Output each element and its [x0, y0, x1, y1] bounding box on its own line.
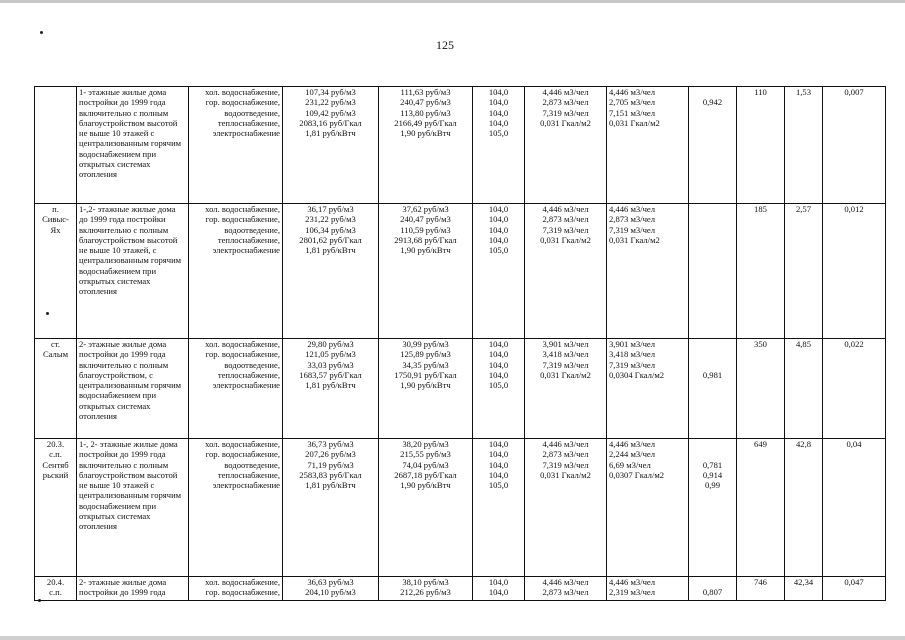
tariff-new-cell	[379, 87, 473, 204]
value-b-cell: 1,53	[785, 87, 823, 204]
page-number: 125	[436, 38, 454, 52]
services-cell	[189, 204, 283, 339]
norm-current-cell-line: 0,031 Гкал/м2	[540, 469, 591, 480]
tariff-new-cell-line: 34,35 руб/м3	[402, 359, 449, 370]
tariff-current-cell-line: 1,81 руб/кВтч	[305, 245, 356, 256]
settlement-cell-line: п.	[52, 204, 59, 214]
value-c-cell: 0,04	[823, 439, 886, 577]
index-cell	[473, 439, 525, 577]
value-b-cell: 4,85	[785, 339, 823, 439]
tariff-current-cell-line: 29,80 руб/м3	[307, 339, 354, 349]
services-cell-line: хол. водоснабжение,	[205, 339, 280, 349]
tariff-new-cell-line: 74,04 руб/м3	[402, 459, 449, 470]
norm-new-cell-line: 0,0304 Гкал/м2	[609, 369, 665, 380]
index-cell-line: 104,0	[488, 224, 509, 235]
settlement-cell-line: с.п.	[49, 449, 62, 460]
tariff-current-cell-line: 36,63 руб/м3	[307, 577, 354, 587]
description-cell: 1- этажные жилые дома постройки до 1999 года включительно с полным благоустройством высотой не выше 10 этажей с централизованным горячим водоснабжением при открытых системах отопления	[77, 87, 189, 204]
coefficient-cell	[689, 87, 737, 204]
value-c-cell: 0,007	[823, 87, 886, 204]
norm-current-cell-line: 4,446 м3/чел	[542, 204, 589, 214]
coefficient-cell-line: 0,914	[702, 469, 723, 480]
index-cell-line: 104,0	[488, 214, 509, 225]
services-cell-line: теплоснабжение,	[217, 234, 280, 245]
index-cell-line: 104,0	[488, 234, 509, 245]
index-cell-line: 104,0	[488, 577, 509, 587]
settlement-cell-line: Сивыс-	[42, 214, 69, 225]
settlement-cell	[35, 439, 77, 577]
norm-current-cell-line: 4,446 м3/чел	[542, 577, 589, 587]
tariff-new-cell	[379, 439, 473, 577]
services-cell-line: гор. водоснабжение,	[205, 349, 280, 360]
services-cell	[189, 87, 283, 204]
tariff-new-cell-line: 240,47 руб/м3	[400, 214, 451, 225]
services-cell-line: теплоснабжение,	[217, 369, 280, 380]
tariff-current-cell-line: 109,42 руб/м3	[305, 107, 356, 118]
norm-current-cell	[525, 204, 607, 339]
tariff-current-cell	[283, 577, 379, 601]
tariff-current-cell	[283, 439, 379, 577]
index-cell-line: 105,0	[488, 480, 509, 491]
norm-current-cell-line: 3,901 м3/чел	[542, 339, 589, 349]
settlement-cell-line: Ях	[50, 224, 61, 235]
norm-current-cell-line: 0,031 Гкал/м2	[540, 369, 591, 380]
norm-new-cell	[607, 439, 689, 577]
norm-new-cell-line: 3,901 м3/чел	[609, 339, 656, 349]
norm-new-cell-line: 2,319 м3/чел	[609, 587, 656, 598]
coefficient-cell-line: 0,942	[702, 97, 723, 108]
tariff-table	[34, 86, 886, 601]
tariff-new-cell-line: 30,99 руб/м3	[402, 339, 449, 349]
tariff-new-cell-line: 111,63 руб/м3	[400, 87, 451, 97]
services-cell-line: электроснабжение	[212, 380, 280, 391]
norm-current-cell-line: 2,873 м3/чел	[542, 97, 589, 108]
tariff-new-cell-line: 1,90 руб/кВтч	[400, 380, 451, 391]
tariff-current-cell-line: 1,81 руб/кВтч	[305, 128, 356, 139]
settlement-cell-line: с.п.	[49, 587, 62, 598]
services-cell-line: хол. водоснабжение,	[205, 204, 280, 214]
index-cell-line: 104,0	[488, 587, 509, 598]
settlement-cell-line: Салым	[42, 349, 69, 360]
norm-new-cell-line: 7,151 м3/чел	[609, 107, 656, 118]
norm-current-cell	[525, 577, 607, 601]
tariff-current-cell-line: 204,10 руб/м3	[305, 587, 356, 598]
tariff-new-cell-line: 125,89 руб/м3	[400, 349, 451, 360]
norm-current-cell-line: 2,873 м3/чел	[542, 587, 589, 598]
tariff-current-cell-line: 2083,16 руб/Гкал	[299, 117, 362, 128]
norm-current-cell-line: 2,873 м3/чел	[542, 214, 589, 225]
value-c-cell: 0,047	[823, 577, 886, 601]
services-cell-line: электроснабжение	[212, 245, 280, 256]
norm-new-cell-line: 4,446 м3/чел	[609, 439, 656, 449]
tariff-new-cell-line: 1,90 руб/кВтч	[400, 480, 451, 491]
services-cell-line: водоотведение,	[224, 459, 280, 470]
value-a-cell: 649	[737, 439, 785, 577]
settlement-cell	[35, 577, 77, 601]
norm-new-cell-line: 4,446 м3/чел	[609, 204, 656, 214]
norm-new-cell-line: 0,031 Гкал/м2	[609, 117, 660, 128]
index-cell-line: 104,0	[488, 459, 509, 470]
settlement-cell-line: ст.	[50, 339, 61, 349]
index-cell-line: 105,0	[488, 245, 509, 256]
services-cell-line: гор. водоснабжение,	[205, 214, 280, 225]
services-cell-line: водоотведение,	[224, 224, 280, 235]
norm-new-cell-line: 6,69 м3/чел	[609, 459, 651, 470]
norm-new-cell-line: 7,319 м3/чел	[609, 359, 656, 370]
coefficient-cell	[689, 577, 737, 601]
tariff-new-cell-line: 212,26 руб/м3	[400, 587, 451, 598]
norm-current-cell	[525, 339, 607, 439]
tariff-new-cell-line: 38,10 руб/м3	[402, 577, 449, 587]
services-cell	[189, 577, 283, 601]
index-cell-line: 104,0	[488, 339, 509, 349]
scan-edge-bottom	[0, 636, 905, 640]
services-cell-line: гор. водоснабжение,	[205, 97, 280, 108]
value-b-cell: 2,57	[785, 204, 823, 339]
coefficient-cell-line: 0,781	[702, 459, 723, 470]
value-c-cell: 0,012	[823, 204, 886, 339]
index-cell-line: 104,0	[488, 369, 509, 380]
tariff-current-cell-line: 106,34 руб/м3	[305, 224, 356, 235]
coefficient-cell-line: 0,807	[702, 587, 723, 598]
norm-new-cell	[607, 339, 689, 439]
coefficient-cell-line: 0,981	[702, 369, 723, 380]
norm-new-cell	[607, 87, 689, 204]
coefficient-cell	[689, 339, 737, 439]
index-cell-line: 105,0	[488, 128, 509, 139]
norm-new-cell-line: 0,0307 Гкал/м2	[609, 469, 665, 480]
value-c-cell: 0,022	[823, 339, 886, 439]
tariff-current-cell	[283, 87, 379, 204]
services-cell-line: теплоснабжение,	[217, 469, 280, 480]
index-cell-line: 104,0	[488, 107, 509, 118]
tariff-new-cell-line: 2913,68 руб/Гкал	[394, 234, 457, 245]
table-row	[35, 339, 886, 439]
norm-new-cell-line: 4,446 м3/чел	[609, 87, 656, 97]
index-cell-line: 104,0	[488, 469, 509, 480]
norm-current-cell-line: 7,319 м3/чел	[542, 359, 589, 370]
norm-current-cell-line: 7,319 м3/чел	[542, 459, 589, 470]
tariff-current-cell-line: 1,81 руб/кВтч	[305, 480, 356, 491]
scan-edge-top	[0, 0, 905, 3]
tariff-new-cell-line: 240,47 руб/м3	[400, 97, 451, 108]
tariff-new-cell-line: 38,20 руб/м3	[402, 439, 449, 449]
description-cell: 2- этажные жилые дома постройки до 1999 года включительно с полным благоустройством, с централизованным горячим водоснабжением при открытых системах отопления	[77, 339, 189, 439]
index-cell-line: 105,0	[488, 380, 509, 391]
tariff-current-cell-line: 33,03 руб/м3	[307, 359, 354, 370]
settlement-cell	[35, 204, 77, 339]
services-cell-line: водоотведение,	[224, 359, 280, 370]
norm-current-cell-line: 0,031 Гкал/м2	[540, 117, 591, 128]
tariff-new-cell-line: 2166,49 руб/Гкал	[394, 117, 457, 128]
tariff-new-cell-line: 1750,91 руб/Гкал	[394, 369, 457, 380]
tariff-current-cell-line: 36,17 руб/м3	[307, 204, 354, 214]
services-cell	[189, 339, 283, 439]
tariff-new-cell-line: 1,90 руб/кВтч	[400, 245, 451, 256]
index-cell	[473, 577, 525, 601]
value-a-cell: 110	[737, 87, 785, 204]
norm-new-cell-line: 4,446 м3/чел	[609, 577, 656, 587]
index-cell	[473, 339, 525, 439]
norm-current-cell-line: 4,446 м3/чел	[542, 439, 589, 449]
tariff-current-cell-line: 2583,83 руб/Гкал	[299, 469, 362, 480]
tariff-current-cell-line: 1,81 руб/кВтч	[305, 380, 356, 391]
tariff-current-cell	[283, 204, 379, 339]
index-cell	[473, 204, 525, 339]
services-cell-line: электроснабжение	[212, 128, 280, 139]
value-a-cell: 350	[737, 339, 785, 439]
value-b-cell: 42,8	[785, 439, 823, 577]
coefficient-cell	[689, 204, 737, 339]
norm-new-cell	[607, 577, 689, 601]
tariff-current-cell	[283, 339, 379, 439]
table-row	[35, 87, 886, 204]
coefficient-cell	[689, 439, 737, 577]
index-cell-line: 104,0	[488, 349, 509, 360]
tariff-current-cell-line: 231,22 руб/м3	[305, 214, 356, 225]
description-cell: 1-,2- этажные жилые дома до 1999 года постройки включительно с полным благоустройством высотой не выше 10 этажей, с централизованным горячим водоснабжением при открытых системах отопления	[77, 204, 189, 339]
norm-current-cell-line: 0,031 Гкал/м2	[540, 234, 591, 245]
index-cell-line: 104,0	[488, 117, 509, 128]
tariff-current-cell-line: 2801,62 руб/Гкал	[299, 234, 362, 245]
norm-new-cell-line: 2,705 м3/чел	[609, 97, 656, 108]
settlement-cell	[35, 87, 77, 204]
norm-new-cell-line: 2,244 м3/чел	[609, 449, 656, 460]
services-cell-line: электроснабжение	[212, 480, 280, 491]
settlement-cell-line: рьский	[42, 469, 69, 480]
value-b-cell: 42,34	[785, 577, 823, 601]
index-cell	[473, 87, 525, 204]
norm-current-cell	[525, 87, 607, 204]
tariff-current-cell-line: 121,05 руб/м3	[305, 349, 356, 360]
norm-current-cell-line: 7,319 м3/чел	[542, 107, 589, 118]
tariff-new-cell-line: 37,62 руб/м3	[402, 204, 449, 214]
tariff-new-cell-line: 1,90 руб/кВтч	[400, 128, 451, 139]
tariff-current-cell-line: 36,73 руб/м3	[307, 439, 354, 449]
norm-current-cell	[525, 439, 607, 577]
settlement-cell-line: 20.3.	[46, 439, 65, 449]
table-body	[35, 87, 886, 601]
services-cell-line: хол. водоснабжение,	[205, 577, 280, 587]
index-cell-line: 104,0	[488, 439, 509, 449]
norm-current-cell-line: 4,446 м3/чел	[542, 87, 589, 97]
value-a-cell: 185	[737, 204, 785, 339]
description-cell: 2- этажные жилые дома постройки до 1999 года	[77, 577, 189, 601]
norm-current-cell-line: 3,418 м3/чел	[542, 349, 589, 360]
index-cell-line: 104,0	[488, 449, 509, 460]
tariff-new-cell-line: 215,55 руб/м3	[400, 449, 451, 460]
index-cell-line: 104,0	[488, 97, 509, 108]
tariff-new-cell-line: 110,59 руб/м3	[400, 224, 451, 235]
tariff-new-cell	[379, 339, 473, 439]
tariff-current-cell-line: 1683,57 руб/Гкал	[299, 369, 362, 380]
tariff-new-cell	[379, 204, 473, 339]
index-cell-line: 104,0	[488, 87, 509, 97]
table-row	[35, 439, 886, 577]
tariff-new-cell	[379, 577, 473, 601]
services-cell-line: хол. водоснабжение,	[205, 439, 280, 449]
tariff-new-cell-line: 113,80 руб/м3	[400, 107, 451, 118]
index-cell-line: 104,0	[488, 204, 509, 214]
settlement-cell-line: 20.4.	[46, 577, 65, 587]
services-cell-line: теплоснабжение,	[217, 117, 280, 128]
table-row	[35, 204, 886, 339]
services-cell-line: водоотведение,	[224, 107, 280, 118]
coefficient-cell-line: 0,99	[704, 480, 721, 491]
norm-current-cell-line: 2,873 м3/чел	[542, 449, 589, 460]
services-cell	[189, 439, 283, 577]
norm-new-cell-line: 7,319 м3/чел	[609, 224, 656, 235]
scan-speck	[40, 31, 43, 34]
settlement-cell-line: Сентяб	[42, 459, 69, 470]
norm-new-cell-line: 3,418 м3/чел	[609, 349, 656, 360]
value-a-cell: 746	[737, 577, 785, 601]
tariff-current-cell-line: 231,22 руб/м3	[305, 97, 356, 108]
norm-new-cell	[607, 204, 689, 339]
index-cell-line: 104,0	[488, 359, 509, 370]
services-cell-line: гор. водоснабжение,	[205, 449, 280, 460]
services-cell-line: хол. водоснабжение,	[205, 87, 280, 97]
description-cell: 1-, 2- этажные жилые дома постройки до 1999 года включительно с полным благоустройством высотой не выше 10 этажей с централизованным горячим водоснабжением при открытых системах отопления	[77, 439, 189, 577]
tariff-current-cell-line: 207,26 руб/м3	[305, 449, 356, 460]
table-row	[35, 577, 886, 601]
norm-new-cell-line: 0,031 Гкал/м2	[609, 234, 660, 245]
norm-new-cell-line: 2,873 м3/чел	[609, 214, 656, 225]
tariff-new-cell-line: 2687,18 руб/Гкал	[394, 469, 457, 480]
tariff-current-cell-line: 107,34 руб/м3	[305, 87, 356, 97]
settlement-cell	[35, 339, 77, 439]
services-cell-line: гор. водоснабжение,	[205, 587, 280, 598]
norm-current-cell-line: 7,319 м3/чел	[542, 224, 589, 235]
tariff-current-cell-line: 71,19 руб/м3	[307, 459, 354, 470]
